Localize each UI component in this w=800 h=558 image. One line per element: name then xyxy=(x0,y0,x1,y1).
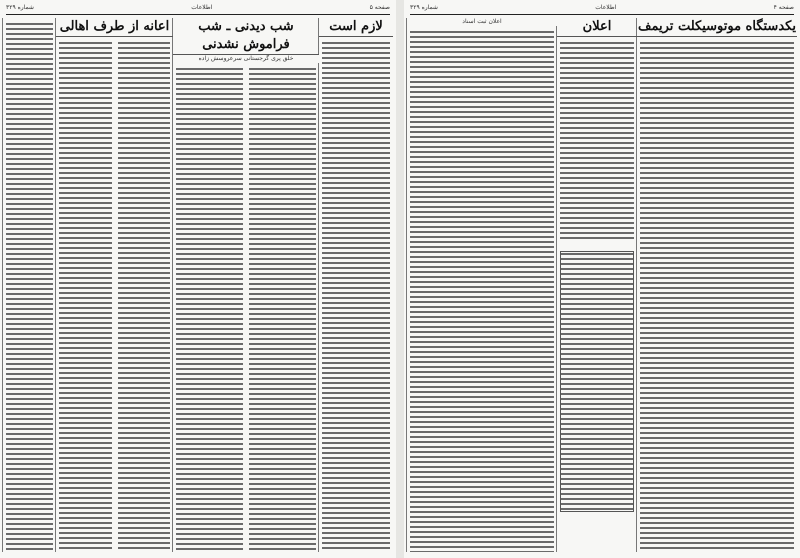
headline: لازم است xyxy=(319,18,393,37)
column-sabt-asnad xyxy=(406,18,557,552)
headline: شب دیدنی ـ شب فراموش نشدنی xyxy=(173,18,319,55)
subheadline: خلق پری گرجستانی سرعروسش زاده xyxy=(173,55,319,63)
column-text xyxy=(560,41,634,241)
column-eane xyxy=(55,18,173,552)
column-motorcycle xyxy=(636,18,797,552)
masthead: اطلاعات xyxy=(191,4,213,11)
column-text xyxy=(59,41,170,552)
running-head xyxy=(410,4,794,15)
column-misc xyxy=(2,18,56,552)
issue-number: شماره ۳۲۹ xyxy=(410,4,438,11)
column-text xyxy=(640,41,794,552)
column-text xyxy=(176,67,316,552)
page-number: صفحه ۴ xyxy=(773,4,794,11)
masthead: اطلاعات xyxy=(595,4,617,11)
column-text xyxy=(322,41,390,552)
issue-number: شماره ۳۲۹ xyxy=(6,4,34,11)
column-shab-didani xyxy=(172,18,319,552)
notice-box xyxy=(560,251,634,512)
column-lazem-ast xyxy=(318,18,393,552)
column-text xyxy=(6,22,53,552)
running-head xyxy=(6,4,390,15)
headline: اعانه از طرف اهالی xyxy=(56,18,173,37)
headline: یکدستگاه موتوسیکلت تریمف xyxy=(637,18,797,37)
right-page xyxy=(404,0,800,558)
column-text xyxy=(410,30,554,552)
headline: اعلان xyxy=(557,18,637,37)
column-elan xyxy=(556,18,637,552)
left-page xyxy=(0,0,396,558)
page-gutter xyxy=(396,0,404,558)
page-number: صفحه ۵ xyxy=(369,4,390,11)
headline: اعلان ثبت اسناد xyxy=(407,18,557,26)
